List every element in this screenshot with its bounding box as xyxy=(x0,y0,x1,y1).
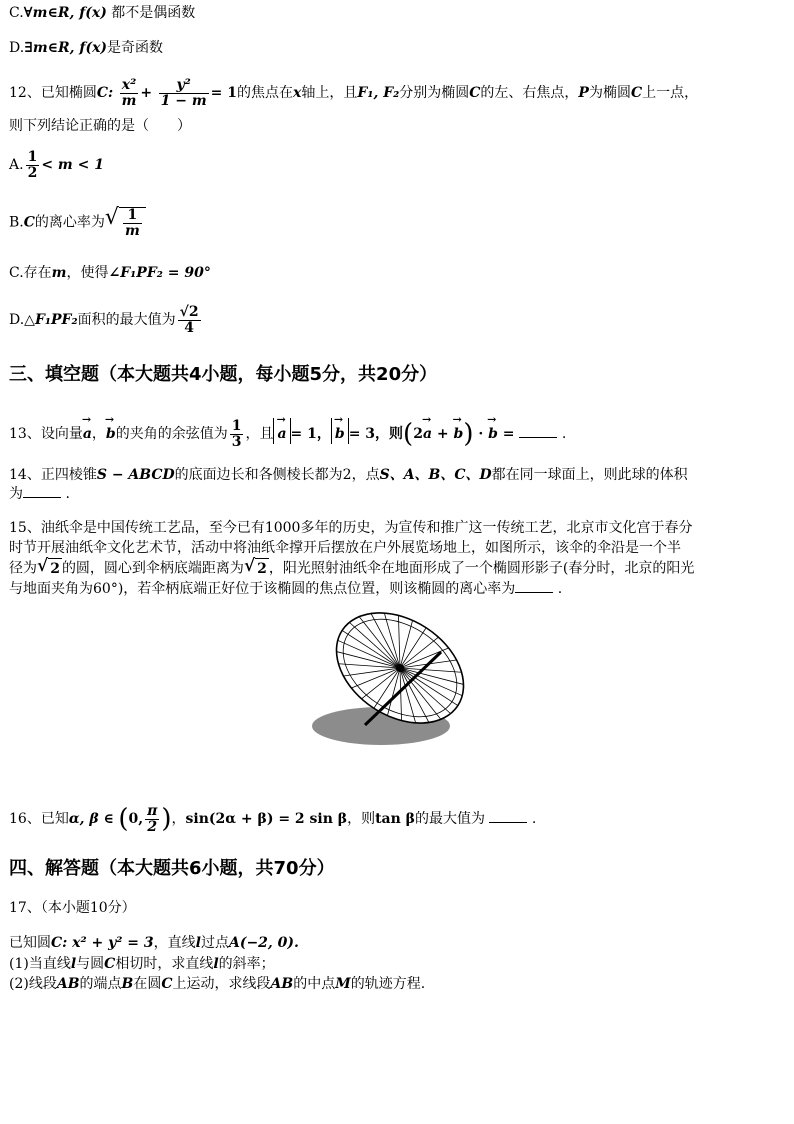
q17-line2: (1)当直线l与圆C相切时，求直线l的斜率； xyxy=(9,956,275,972)
q12-stem-line2: 则下列结论正确的是（ ） xyxy=(9,118,191,134)
q12-option-d: D.△F₁PF₂面积的最大值为 $\frac{√2}{4}$ xyxy=(9,304,199,336)
q12-option-b: B.C的离心率为 √ $\frac{1}{m}$ xyxy=(9,207,146,238)
q17-head: 17、（本小题10分） xyxy=(9,900,136,916)
q13-frac: $\frac{1}{3}$ xyxy=(231,417,242,450)
q16: 16、已知α, β ∈ (0, $\frac{\pi}{2}$ )，sin(2α + β) = 2 sin β，则tan β的最大值为 . xyxy=(9,803,537,835)
q14-line1: 14、正四棱锥S − ABCD的底面边长和各侧棱长都为2，点S、A、B、C、D都在同一球面上，则此球的体积 xyxy=(9,467,688,483)
q14-line2: 为 . xyxy=(9,486,70,502)
q15-line4: 与地面夹角为60°)，若伞柄底端正好位于该椭圆的焦点位置，则该椭圆的离心率为 . xyxy=(9,581,563,597)
q16-answer-blank xyxy=(489,810,527,823)
q12-option-a: A. $\frac{1}{2}$ < m < 1 xyxy=(9,149,104,181)
q13: 13、设向量→ a，→ b的夹角的余弦值为 $\frac{1}{3}$ ，且→ a = 1，→ b = 3，则(2→ a + → b) · → b = . xyxy=(9,418,566,449)
umbrella-figure xyxy=(305,608,485,750)
q11-option-d: D.∃m∈R, f(x)是奇函数 xyxy=(9,40,164,56)
q15-line3: 径为 √ 2 的圆，圆心到伞柄底端距离为 √ 2 ，阳光照射油纸伞在地面形成了一个椭圆形影子(春分时，北京的阳光 xyxy=(9,556,695,577)
q15-answer-blank xyxy=(515,580,553,593)
q16-frac: $\frac{\pi}{2}$ xyxy=(147,803,158,835)
q12-d-frac: $\frac{√2}{4}$ xyxy=(179,304,199,336)
q11-option-c: C.∀m∈R, f(x) 都不是偶函数 xyxy=(9,5,196,21)
section-fill-in-heading: 三、填空题（本大题共4小题，每小题5分，共20分） xyxy=(9,364,438,385)
q15-line1: 15、油纸伞是中国传统工艺品，至今已有1000多年的历史，为宣传和推广这一传统工艺，北京市文化宫于春分 xyxy=(9,520,693,536)
q12-option-c: C.存在m，使得∠F₁PF₂ = 90° xyxy=(9,265,211,281)
q12-frac-y: $\frac{\text{y²}}{1 - m}$ xyxy=(160,77,207,109)
q14-answer-blank xyxy=(23,485,61,498)
q12-a-frac: $\frac{1}{2}$ xyxy=(27,149,38,181)
q17-line1: 已知圆C: x² + y² = 3，直线l过点A(−2, 0). xyxy=(9,935,299,951)
q17-line3: (2)线段AB的端点B在圆C上运动，求线段AB的中点M的轨迹方程. xyxy=(9,976,426,992)
q15-line2: 时节开展油纸伞文化艺术节，活动中将油纸伞撑开后摆放在户外展览场地上，如图所示，该伞的伞沿是一个半 xyxy=(9,540,681,556)
q12-frac-x: $\frac{\text{x²}}{m}$ xyxy=(121,77,137,109)
q13-answer-blank xyxy=(519,425,557,438)
q12-b-sqrt: √ $\frac{1}{m}$ xyxy=(105,207,146,238)
q12-stem: 12、已知椭圆C: $\frac{\text{x²}}{m}$ + $\frac{\text{y²}}{1 - m}$ = 1的焦点在x轴上，且F₁, F₂分别为椭圆C的左、右焦点，P为椭圆C上一点， xyxy=(9,77,699,109)
section-solution-heading: 四、解答题（本大题共6小题，共70分） xyxy=(9,858,335,879)
